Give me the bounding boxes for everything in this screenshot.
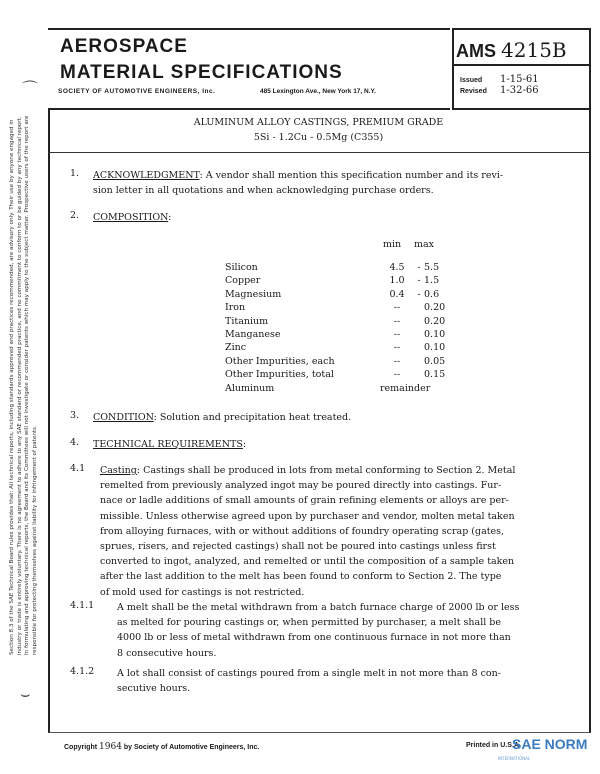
element-max: 0.20 (424, 315, 446, 327)
section-4-1-line: : Castings shall be produced in lots from metal conforming to Section 2. Metal (136, 465, 516, 476)
element-max: 0.20 (424, 302, 446, 314)
copyright-holder: by Society of Automotive Engineers, Inc. (123, 744, 260, 751)
element-range-dash (414, 369, 424, 382)
section-4-1-line: converted to ingot, analyzed, and remelted or until the composition of a sample taken (100, 556, 515, 568)
section-4-1-line: from alloying furnaces, with or without additions of foundry operating scrap (gates, (100, 525, 505, 537)
section-4-1-heading: Casting (100, 465, 137, 476)
element-range-dash: - (417, 288, 421, 300)
element-name: Silicon (225, 262, 258, 273)
composition-row (225, 342, 452, 355)
section-3-heading: CONDITION (93, 412, 154, 423)
composition-row (225, 383, 452, 396)
spec-title: ALUMINUM ALLOY CASTINGS, PREMIUM GRADE (193, 117, 444, 128)
section-4-1-2-number: 4.1.2 (70, 666, 95, 677)
section-4-1-1-line: 4000 lb or less of metal withdrawn from one continuous furnace in not more than (117, 632, 511, 644)
element-max: 0.10 (424, 328, 446, 340)
ams-number (454, 38, 589, 62)
element-range-dash (414, 316, 424, 329)
composition-row (225, 289, 452, 302)
element-max: 0.6 (424, 288, 440, 300)
legal-notice-text: Section 8.3 of the SAE Technical Board rules provides that: All technical reports, including standards approved and practices recommended, are advisory only. Their use by anyone engaged in industry or trade is entirely voluntary. There is no agreement to adhere to any SAE standard or recommended practice, and no commitment to conform to or be guided by any technical report. In formulating and approving technical reports, the Board and its Committees will not investigate or consider patents which may apply to the subject matter. Prospective users of the report are responsible for protecting themselves against liability for infringement of patents. (9, 115, 38, 655)
element-name: Titanium (225, 315, 269, 327)
element-min: -- (393, 315, 401, 327)
section-2-heading: COMPOSITION (93, 212, 169, 223)
legal-sidebar (4, 110, 44, 670)
element-range-dash: - (417, 275, 421, 287)
element-max: 1.5 (424, 275, 440, 287)
header-title-line1: AEROSPACE (60, 36, 188, 57)
section-4-1-1-line: 8 consecutive hours. (117, 647, 217, 659)
composition-col-min: min (383, 239, 402, 250)
element-range-dash (414, 329, 424, 342)
element-max: 0.05 (424, 355, 446, 367)
section-3-number: 3. (70, 410, 80, 421)
ams-prefix: AMS (456, 41, 496, 61)
section-4-1-line: of mold used for castings is not restricted. (100, 586, 305, 598)
element-min: 0.4 (389, 288, 405, 300)
sae-logo-subtext: INTERNATIONAL (498, 756, 531, 761)
section-4-1-line: after the last addition to the melt has been found to conform to Section 2. The type (100, 571, 502, 583)
issued-label: Issued (460, 77, 483, 84)
section-4-1-line: missible. Unless otherwise agreed upon by purchaser and vendor, molten metal taken (100, 510, 515, 522)
element-name: Manganese (225, 328, 281, 340)
element-name: Iron (225, 302, 246, 314)
ams-number-block (452, 28, 591, 110)
sae-norm-logo (512, 736, 587, 752)
section-4-1-1-line: as melted for pouring castings or, when permitted by purchaser, a melt shall be (117, 617, 502, 629)
section-2-number: 2. (70, 210, 80, 221)
element-name: Magnesium (225, 288, 282, 300)
element-range-dash: - (417, 262, 421, 273)
printed-in: Printed in U.S.A. (466, 742, 521, 749)
bracket-bottom-icon: ⌣ (20, 684, 31, 703)
element-range-dash (414, 302, 424, 315)
issued-date: 1-15-61 (500, 74, 539, 85)
section-4-1-number: 4.1 (70, 463, 86, 474)
element-name: Aluminum (225, 382, 275, 394)
society-address: 485 Lexington Ave., New York 17, N.Y. (260, 88, 376, 95)
section-3-condition (93, 410, 351, 425)
issue-dates (460, 74, 539, 96)
header-title-line2: MATERIAL SPECIFICATIONS (60, 62, 343, 83)
composition-row (225, 329, 452, 342)
header-title-block (48, 28, 450, 110)
element-max: 0.15 (424, 369, 446, 381)
composition-row (225, 262, 452, 275)
section-4-1-2-lot (117, 666, 501, 696)
section-2-colon: : (168, 212, 172, 223)
bracket-top-icon: ⌒ (22, 79, 39, 98)
section-4-1-1-melt (117, 600, 519, 661)
sae-norm-logo-text: SAE NORM (512, 736, 588, 752)
element-name: Copper (225, 275, 261, 287)
section-3-text: : Solution and precipitation heat treated. (153, 412, 352, 423)
revised-label: Revised (460, 88, 487, 95)
copyright-year: 1964 (99, 742, 122, 752)
element-range-dash (414, 342, 424, 355)
composition-row (225, 316, 452, 329)
element-min: 4.5 (389, 262, 405, 273)
section-4-1-line: nace or ladle additions of small amounts of grain refining elements or alloys are per- (100, 495, 509, 507)
section-1-line1: : A vendor shall mention this specification number and its revi- (199, 170, 504, 181)
composition-row (225, 356, 452, 369)
composition-row (225, 275, 452, 288)
society-name: SOCIETY OF AUTOMOTIVE ENGINEERS, Inc. (58, 88, 216, 95)
section-4-1-casting (100, 463, 570, 600)
section-4-1-2-line: A lot shall consist of castings poured from a single melt in not more than 8 con- (117, 668, 501, 679)
section-1-line2: sion letter in all quotations and when acknowledging purchase orders. (93, 185, 434, 197)
title-divider (48, 152, 589, 153)
section-4-heading-wrap (93, 437, 246, 452)
section-4-1-1-line: A melt shall be the metal withdrawn from a batch furnace charge of 2000 lb or less (117, 602, 520, 613)
revised-date: 1-32-66 (500, 85, 539, 96)
composition-row (225, 369, 452, 382)
element-min: -- (393, 342, 401, 354)
section-4-heading: TECHNICAL REQUIREMENTS (93, 439, 243, 450)
copyright-notice (64, 742, 259, 752)
spec-subtitle: 5Si - 1.2Cu - 0.5Mg (C355) (253, 132, 384, 143)
composition-col-max: max (414, 239, 435, 250)
element-min: 1.0 (389, 275, 405, 287)
section-4-number: 4. (70, 437, 80, 448)
section-4-1-line: sprues, risers, and rejected castings) shall not be poured into castings unless first (100, 541, 496, 553)
ams-designation: 4215B (501, 38, 567, 62)
section-4-1-2-line: secutive hours. (117, 683, 191, 695)
element-max: 5.5 (424, 262, 440, 273)
composition-row (225, 302, 452, 315)
composition-table (225, 262, 452, 396)
element-name: Other Impurities, each (225, 355, 335, 367)
element-name: Other Impurities, total (225, 369, 334, 381)
element-remainder: remainder (380, 382, 431, 394)
section-4-1-1-number: 4.1.1 (70, 600, 95, 611)
element-name: Zinc (225, 342, 247, 354)
element-range-dash (414, 356, 424, 369)
element-min: -- (393, 328, 401, 340)
section-2-heading-wrap (93, 210, 171, 225)
section-1-number: 1. (70, 168, 80, 179)
section-4-1-line: remelted from previously analyzed ingot may be poured directly into castings. Fur- (100, 480, 502, 492)
element-min: -- (393, 355, 401, 367)
element-max: 0.10 (424, 342, 446, 354)
section-1-heading: ACKNOWLEDGMENT (93, 170, 200, 181)
element-min: -- (393, 302, 401, 314)
copyright-label: Copyright (64, 744, 98, 751)
section-4-colon: : (242, 439, 247, 450)
section-1-acknowledgment (93, 168, 503, 198)
element-min: -- (393, 369, 401, 381)
